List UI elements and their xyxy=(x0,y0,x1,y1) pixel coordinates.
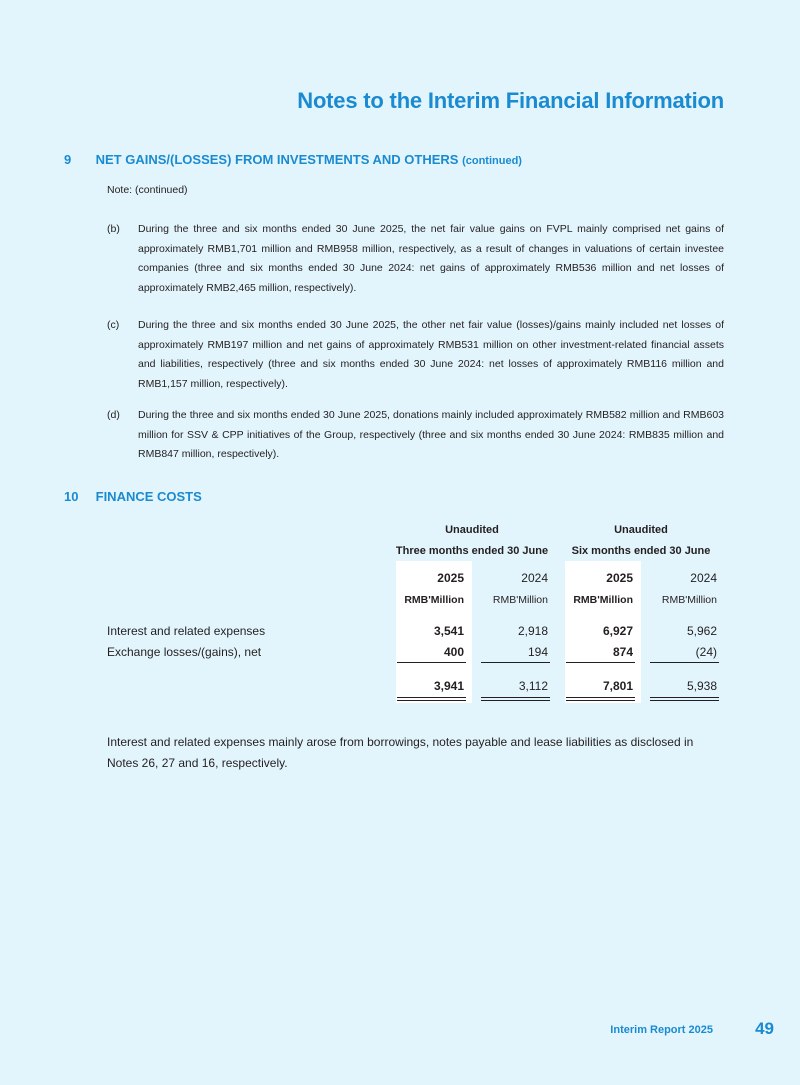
table-cell: (24) xyxy=(695,645,717,659)
total-cell: 3,941 xyxy=(433,679,464,693)
subtotal-rule xyxy=(481,662,550,663)
year-header: 2025 xyxy=(437,571,464,585)
group-period-three: Three months ended 30 June xyxy=(395,545,549,557)
subtotal-rule xyxy=(397,662,466,663)
total-double-rule xyxy=(397,697,466,701)
table-cell: 400 xyxy=(443,645,464,659)
note-letter: (d) xyxy=(107,409,120,421)
page-title: Notes to the Interim Financial Information xyxy=(297,88,724,113)
year-header: 2024 xyxy=(521,571,548,585)
subtotal-rule xyxy=(566,662,635,663)
total-double-rule xyxy=(481,697,550,701)
section-9-number: 9 xyxy=(64,152,72,167)
total-double-rule xyxy=(650,697,719,701)
table-cell: 2,918 xyxy=(517,624,548,638)
section-10-heading xyxy=(64,489,202,504)
total-cell: 3,112 xyxy=(518,679,548,693)
note-letter: (b) xyxy=(107,223,120,235)
note-text: During the three and six months ended 30 June 2025, the net fair value gains on FVPL mainly comprised net gains of approximately RMB1,701 million and RMB958 million, respectively, as a result of changes in valuations of certain investee companies (three and six months ended 30 June 2024: net gains of approximately RMB536 million and net losses of approximately RMB2,465 million, respectively). xyxy=(138,223,724,294)
note-item-c xyxy=(107,316,724,394)
note-text: During the three and six months ended 30 June 2025, the other net fair value (losses)/gains mainly included net losses of approximately RMB197 million and net gains of approximately RMB531 million on other investment-related financial assets and liabilities, respectively (three and six months ended 30 June 2024: net losses of approximately RMB116 million and RMB1,157 million, respectively). xyxy=(138,319,724,390)
table-cell: 194 xyxy=(527,645,548,659)
table-cell: 5,962 xyxy=(686,624,717,638)
footer-report-label: Interim Report 2025 xyxy=(610,1024,713,1036)
section-9-continued: (continued) xyxy=(462,155,522,167)
group-status-six: Unaudited xyxy=(614,524,668,536)
total-cell: 5,938 xyxy=(686,679,717,693)
row-label-interest: Interest and related expenses xyxy=(107,624,266,638)
total-double-rule xyxy=(566,697,635,701)
note-item-b xyxy=(107,220,724,298)
note-item-d xyxy=(107,406,724,465)
unit-header: RMB'Million xyxy=(573,594,633,606)
unit-header: RMB'Million xyxy=(492,594,548,606)
group-period-six: Six months ended 30 June xyxy=(571,545,711,557)
unit-header: RMB'Million xyxy=(404,594,464,606)
page-number: 49 xyxy=(755,1019,774,1038)
table-cell: 6,927 xyxy=(602,624,633,638)
section-9-heading xyxy=(64,152,522,167)
table-cell: 874 xyxy=(612,645,633,659)
section-9-title: NET GAINS/(LOSSES) FROM INVESTMENTS AND OTHERS xyxy=(95,152,459,167)
table-cell: 3,541 xyxy=(433,624,464,638)
section-10-number: 10 xyxy=(64,489,79,504)
note-text: During the three and six months ended 30 June 2025, donations mainly included approximately RMB582 million and RMB603 million for SSV & CPP initiatives of the Group, respectively (three and six months ended 30 June 2024: RMB835 million and RMB847 million, respectively). xyxy=(138,409,724,460)
subtotal-rule xyxy=(650,662,719,663)
year-header: 2025 xyxy=(606,571,633,585)
year-header: 2024 xyxy=(690,571,717,585)
group-status-three: Unaudited xyxy=(445,524,499,536)
closing-paragraph: Interest and related expenses mainly arose from borrowings, notes payable and lease liabilities as disclosed in Notes 26, 27 and 16, respectively. xyxy=(107,735,694,770)
note-label: Note: (continued) xyxy=(107,184,188,196)
total-cell: 7,801 xyxy=(602,679,633,693)
unit-header: RMB'Million xyxy=(661,594,717,606)
section-10-title: FINANCE COSTS xyxy=(95,489,202,504)
note-letter: (c) xyxy=(107,319,120,331)
row-label-exchange: Exchange losses/(gains), net xyxy=(107,645,262,659)
